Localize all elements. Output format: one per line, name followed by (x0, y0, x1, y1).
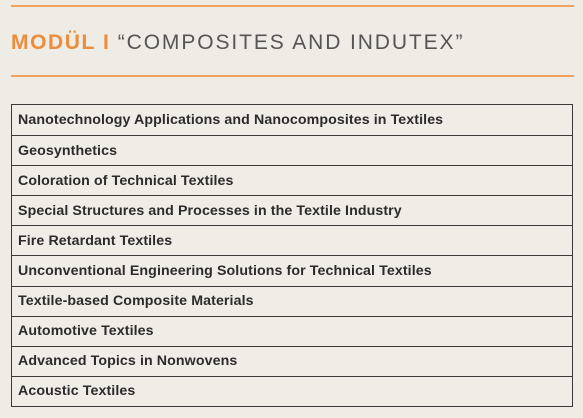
course-item: Acoustic Textiles (12, 376, 572, 406)
course-item: Geosynthetics (12, 135, 572, 165)
course-list (11, 104, 573, 407)
course-item: Nanotechnology Applications and Nanocomposites in Textiles (18, 112, 444, 129)
course-item: Fire Retardant Textiles (12, 225, 572, 255)
bottom-divider (11, 75, 574, 77)
module-heading (11, 30, 464, 56)
module-label: MODÜL I (11, 31, 111, 54)
course-item: Advanced Topics in Nonwovens (12, 346, 572, 376)
course-item: Unconventional Engineering Solutions for Technical Textiles (12, 255, 572, 285)
course-item: Special Structures and Processes in the Textile Industry (12, 195, 572, 225)
course-item: Textile-based Composite Materials (12, 286, 572, 316)
course-item: Automotive Textiles (12, 316, 572, 346)
module-title: “COMPOSITES AND INDUTEX” (117, 31, 465, 54)
top-divider (11, 5, 574, 7)
course-item: Coloration of Technical Textiles (12, 165, 572, 195)
